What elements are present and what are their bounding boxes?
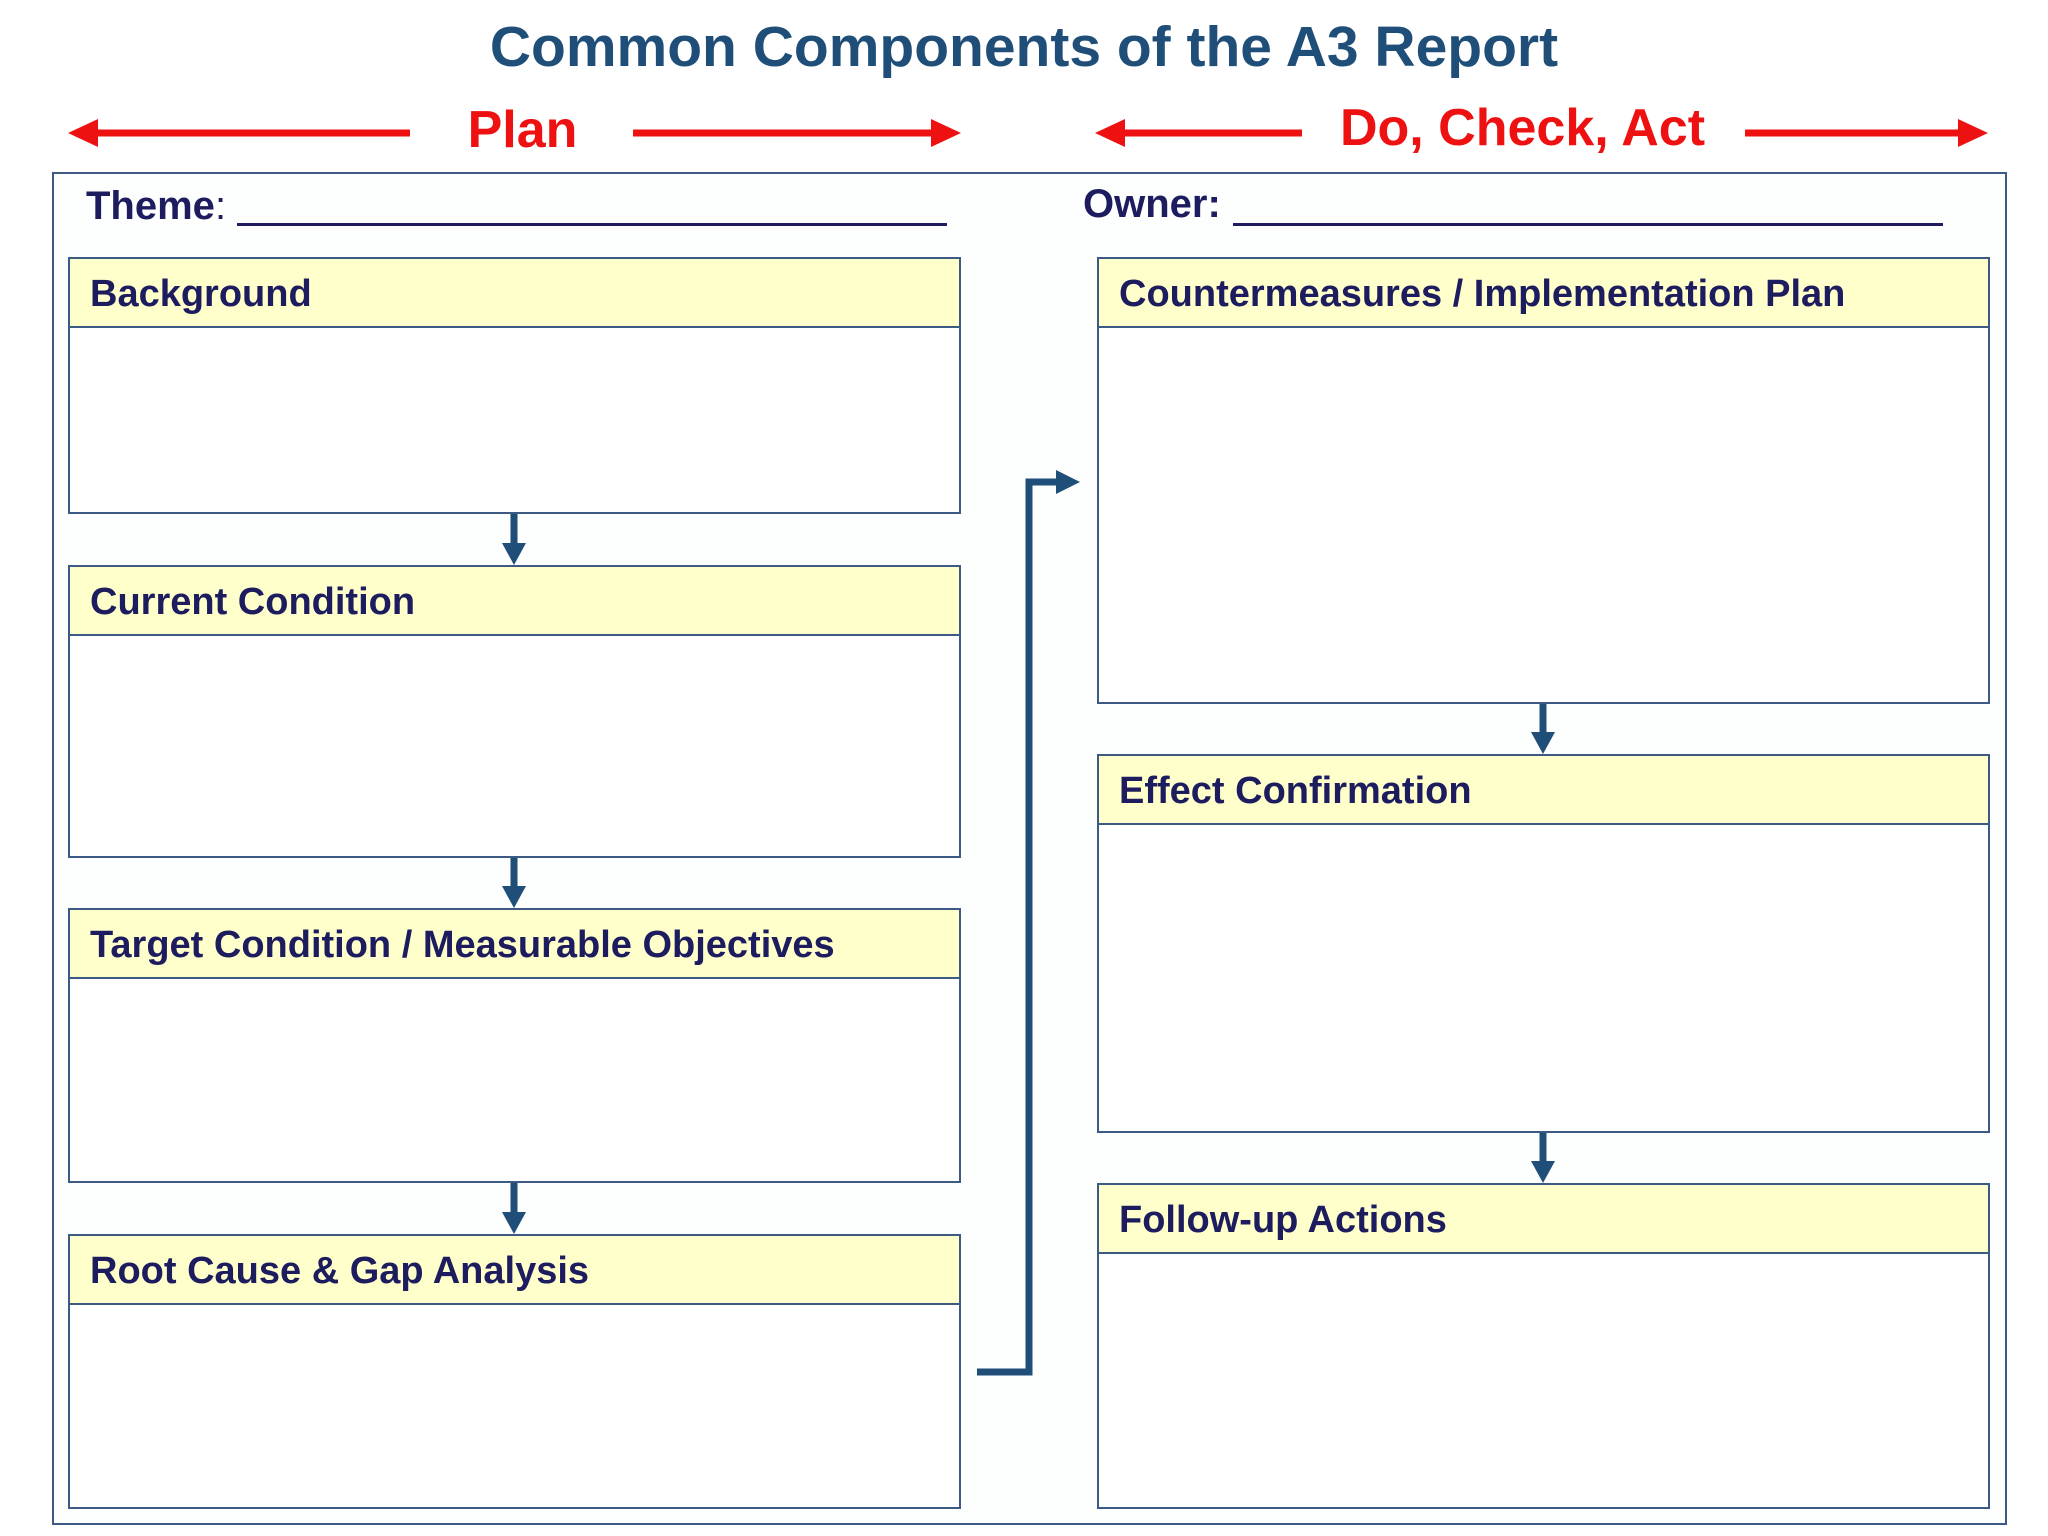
owner-label: Owner: <box>1083 182 1221 226</box>
connector-arrowhead-1 <box>502 543 526 565</box>
connector-root-to-countermeasures <box>977 482 1058 1372</box>
section-header-countermeasures: Countermeasures / Implementation Plan <box>1099 259 1988 328</box>
section-header-current-condition: Current Condition <box>70 567 959 636</box>
section-header-follow-up: Follow-up Actions <box>1099 1185 1988 1254</box>
connector-arrowhead-3 <box>502 1212 526 1234</box>
section-header-effect-confirmation: Effect Confirmation <box>1099 756 1988 825</box>
page-title: Common Components of the A3 Report <box>489 15 1559 79</box>
section-header-target-condition: Target Condition / Measurable Objectives <box>70 910 959 979</box>
connector-arrowhead-2 <box>502 886 526 908</box>
theme-label: Theme <box>86 184 215 228</box>
section-header-background: Background <box>70 259 959 328</box>
section-header-root-cause: Root Cause & Gap Analysis <box>70 1236 959 1305</box>
connector-arrowhead-5 <box>1531 732 1555 754</box>
connector-arrowhead-6 <box>1531 1161 1555 1183</box>
plan-label: Plan <box>467 101 578 159</box>
theme-colon: : <box>214 184 227 228</box>
connector-arrowhead-4 <box>1056 470 1080 494</box>
do-check-act-label: Do, Check, Act <box>1339 99 1706 157</box>
